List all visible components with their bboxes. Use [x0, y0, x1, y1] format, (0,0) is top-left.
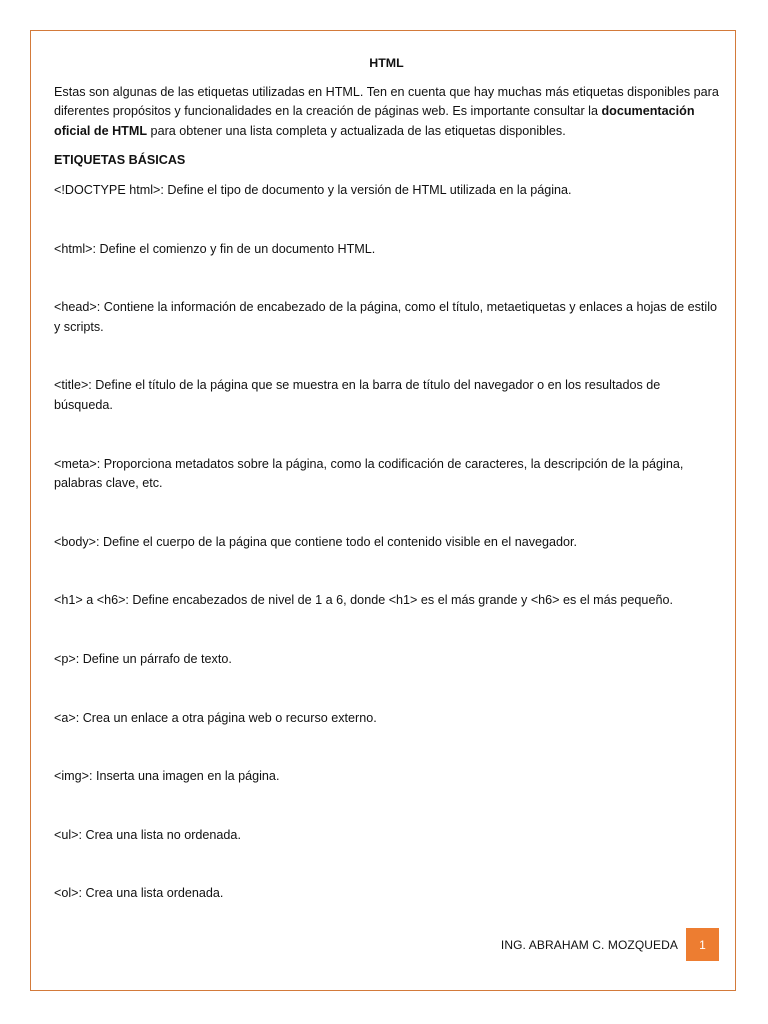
intro-text-end: para obtener una lista completa y actualizada de las etiquetas disponibles.: [147, 123, 566, 138]
tag-item-meta: <meta>: Proporciona metadatos sobre la página, como la codificación de caracteres, la descripción de la página, palabras clave, etc.: [54, 456, 684, 491]
tag-item-doctype: <!DOCTYPE html>: Define el tipo de documento y la versión de HTML utilizada en la página.: [54, 182, 572, 197]
document-title: HTML: [369, 56, 404, 70]
tag-item-p: <p>: Define un párrafo de texto.: [54, 651, 232, 666]
tag-item-head: <head>: Contiene la información de encabezado de la página, como el título, metaetiquetas y enlaces a hojas de estilo y scripts.: [54, 300, 718, 334]
page-number-badge: 1: [686, 928, 719, 961]
tag-item-a: <a>: Crea un enlace a otra página web o recurso externo.: [54, 710, 377, 725]
tag-list: [54, 181, 719, 904]
tag-item-title: <title>: Define el título de la página que se muestra en la barra de título del navegador o en los resultados de búsqueda.: [54, 378, 661, 412]
footer-author: ING. ABRAHAM C. MOZQUEDA: [500, 937, 678, 952]
intro-text-start: Estas son algunas de las etiquetas utilizadas en HTML. Ten en cuenta que hay muchas más etiquetas disponibles para diferentes propósitos y funcionalidades en la creación de páginas web. Es importante consultar la: [54, 84, 719, 119]
section-heading: ETIQUETAS BÁSICAS: [54, 153, 186, 168]
tag-item-ul: <ul>: Crea una lista no ordenada.: [54, 827, 241, 842]
tag-item-ol: <ol>: Crea una lista ordenada.: [54, 886, 224, 901]
tag-item-img: <img>: Inserta una imagen en la página.: [54, 769, 280, 784]
intro-bold-reference: documentación oficial de HTML: [54, 104, 695, 138]
page-footer: [501, 928, 719, 961]
intro-paragraph: [54, 83, 719, 142]
tag-item-html: <html>: Define el comienzo y fin de un documento HTML.: [54, 241, 376, 256]
tag-item-body: <body>: Define el cuerpo de la página que contiene todo el contenido visible en el navegador.: [54, 534, 578, 549]
tag-item-headings: <h1> a <h6>: Define encabezados de nivel de 1 a 6, donde <h1> es el más grande y <h6> es el más pequeño.: [54, 593, 673, 608]
document-body: [54, 54, 719, 943]
